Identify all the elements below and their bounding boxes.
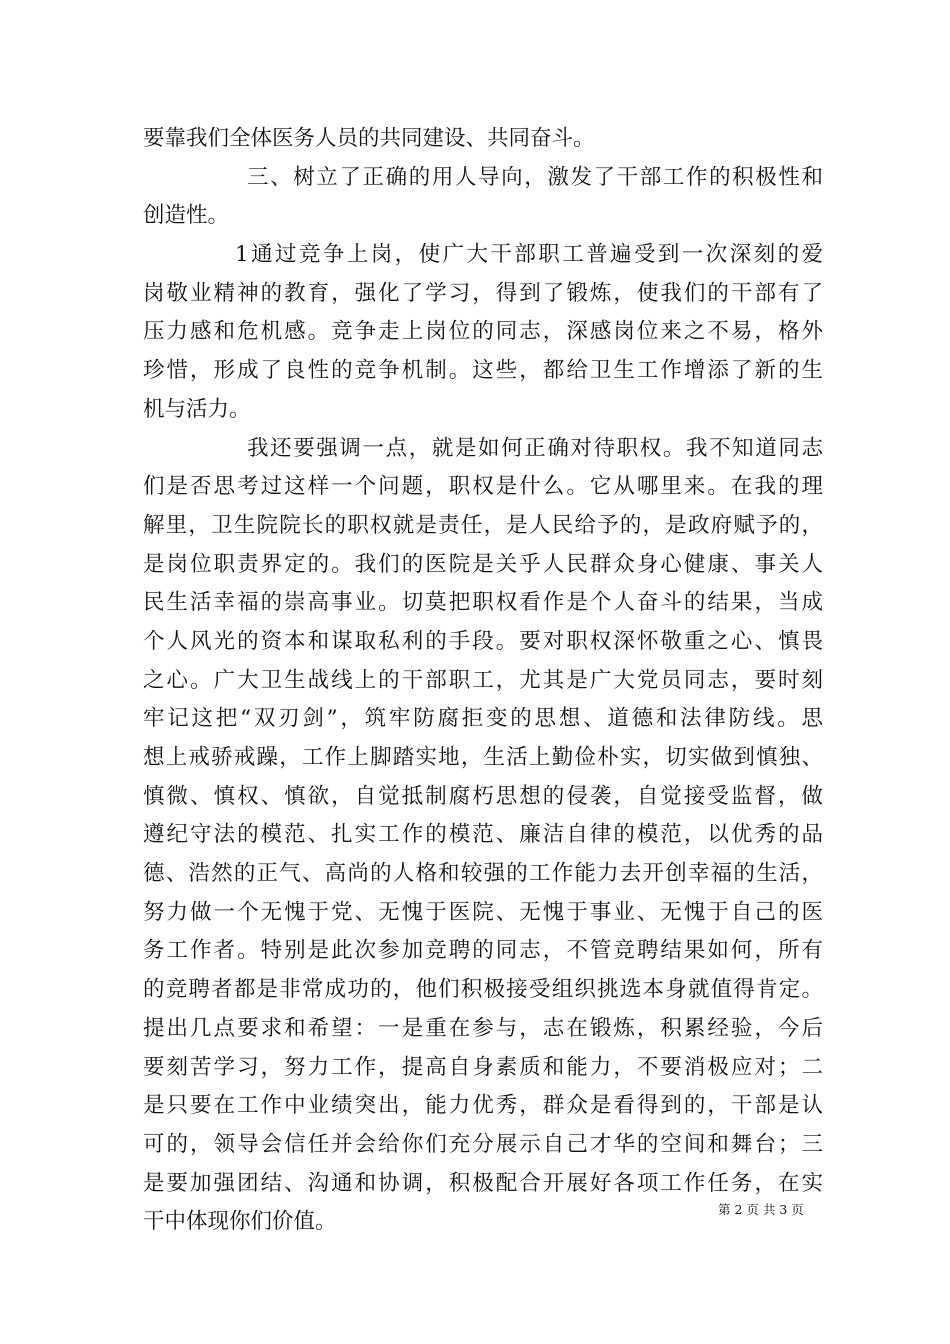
text-line: 是要加强团结、沟通和协调，积极配合开展好各项工作任务，在实	[143, 1170, 823, 1196]
text-line: 解里，卫生院院长的职权就是责任，是人民给予的，是政府赋予的，	[143, 512, 823, 538]
text-line: 要刻苦学习，努力工作，提高自身素质和能力，不要消极应对；二	[143, 1054, 823, 1080]
text-line: 牢记这把“双刃剑”，筑牢防腐拒变的思想、道德和法律防线。思	[143, 706, 823, 732]
text-line: 机与活力。	[143, 396, 251, 422]
text-line: 干中体现你们价值。	[143, 1209, 337, 1235]
text-line: 创造性。	[143, 203, 230, 229]
text-line: 之心。广大卫生战线上的干部职工，尤其是广大党员同志，要时刻	[143, 667, 823, 693]
body-text	[143, 120, 823, 1242]
text-line: 是只要在工作中业绩突出，能力优秀，群众是看得到的，干部是认	[143, 1093, 823, 1119]
text-line: 民生活幸福的崇高事业。切莫把职权看作是个人奋斗的结果，当成	[143, 590, 823, 616]
text-line: 想上戒骄戒躁，工作上脚踏实地，生活上勤俭朴实，切实做到慎独、	[143, 745, 823, 770]
text-line: 个人风光的资本和谋取私利的手段。要对职权深怀敬重之心、慎畏	[143, 628, 823, 654]
text-line: 可的，领导会信任并会给你们充分展示自己才华的空间和舞台；三	[143, 1131, 823, 1157]
text-line: 压力感和危机感。竞争走上岗位的同志，深感岗位来之不易，格外	[143, 319, 823, 345]
page-number-footer: 第 2 页 共 3 页	[718, 1202, 804, 1217]
text-line: 1通过竞争上岗，使广大干部职工普遍受到一次深刻的爱	[235, 242, 823, 268]
text-line: 的竞聘者都是非常成功的，他们积极接受组织挑选本身就值得肯定。	[143, 977, 823, 1003]
text-line: 们是否思考过这样一个问题，职权是什么。它从哪里来。在我的理	[143, 474, 823, 500]
text-line: 德、浩然的正气、高尚的人格和较强的工作能力去开创幸福的生活，	[143, 861, 823, 887]
text-line: 要靠我们全体医务人员的共同建设、共同奋斗。	[143, 126, 595, 151]
text-line: 三、树立了正确的用人导向，激发了干部工作的积极性和	[247, 164, 823, 190]
text-line: 是岗位职责界定的。我们的医院是关乎人民群众身心健康、事关人	[143, 551, 823, 577]
text-line: 努力做一个无愧于党、无愧于医院、无愧于事业、无愧于自己的医	[143, 899, 823, 925]
text-line: 提出几点要求和希望：一是重在参与，志在锻炼，积累经验，今后	[143, 1015, 823, 1041]
text-line: 岗敬业精神的教育，强化了学习，得到了锻炼，使我们的干部有了	[143, 280, 823, 306]
text-line: 珍惜，形成了良性的竞争机制。这些，都给卫生工作增添了新的生	[143, 358, 823, 384]
text-line: 慎微、慎权、慎欲，自觉抵制腐朽思想的侵袭，自觉接受监督，做	[143, 783, 823, 809]
text-line: 我还要强调一点，就是如何正确对待职权。我不知道同志	[247, 435, 823, 461]
text-line: 遵纪守法的模范、扎实工作的模范、廉洁自律的模范，以优秀的品	[143, 822, 823, 848]
text-line: 务工作者。特别是此次参加竞聘的同志，不管竞聘结果如何，所有	[143, 938, 823, 964]
